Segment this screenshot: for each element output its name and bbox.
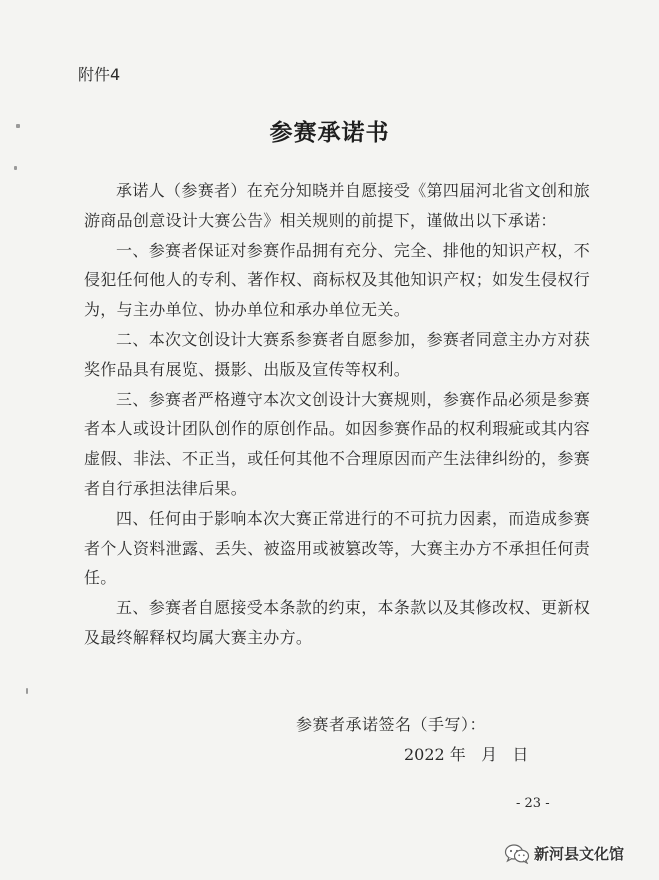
clause-paragraph-4: 四、任何由于影响本次大赛正常进行的不可抗力因素，而造成参赛者个人资料泄露、丢失、被盗用或被篡改等，大赛主办方不承担任何责任。 <box>84 508 590 588</box>
intro-paragraph: 承诺人（参赛者）在充分知晓并自愿接受《第四届河北省文创和旅游商品创意设计大赛公告》相关规则的前提下，谨做出以下承诺： <box>84 181 590 230</box>
date-line: 2022 年 月 日 <box>404 745 529 764</box>
scan-speck <box>26 688 28 694</box>
clause-paragraph-5: 五、参赛者自愿接受本条款的约束，本条款以及其修改权、更新权及最终解释权均属大赛主办方。 <box>84 598 590 647</box>
clause-paragraph-2: 二、本次文创设计大赛系参赛者自愿参加，参赛者同意主办方对获奖作品具有展览、摄影、出版及宣传等权利。 <box>84 329 590 379</box>
page-number: - 23 - <box>516 796 550 811</box>
commitment-body <box>84 176 590 653</box>
wechat-icon <box>504 844 530 864</box>
signature-label: 参赛者承诺签名（手写）： <box>296 715 487 734</box>
watermark-text: 新河县文化馆 <box>534 845 625 863</box>
page-title: 参赛承诺书 <box>269 119 390 146</box>
clause-paragraph-1: 一、参赛者保证对参赛作品拥有充分、完全、排他的知识产权，不侵犯任何他人的专利、著作权、商标权及其他知识产权；如发生侵权行为，与主办单位、协办单位和承办单位无关。 <box>84 240 590 320</box>
watermark <box>504 843 624 864</box>
attachment-label: 附件4 <box>78 65 121 84</box>
scan-speck <box>14 166 17 170</box>
clause-paragraph-3: 三、参赛者严格遵守本次文创设计大赛规则，参赛作品必须是参赛者本人或设计团队创作的原创作品。如因参赛作品的权利瑕疵或其内容虚假、非法、不正当，或任何其他不合理原因而产生法律纠纷的，参赛者自行承担法律后果。 <box>84 389 590 498</box>
